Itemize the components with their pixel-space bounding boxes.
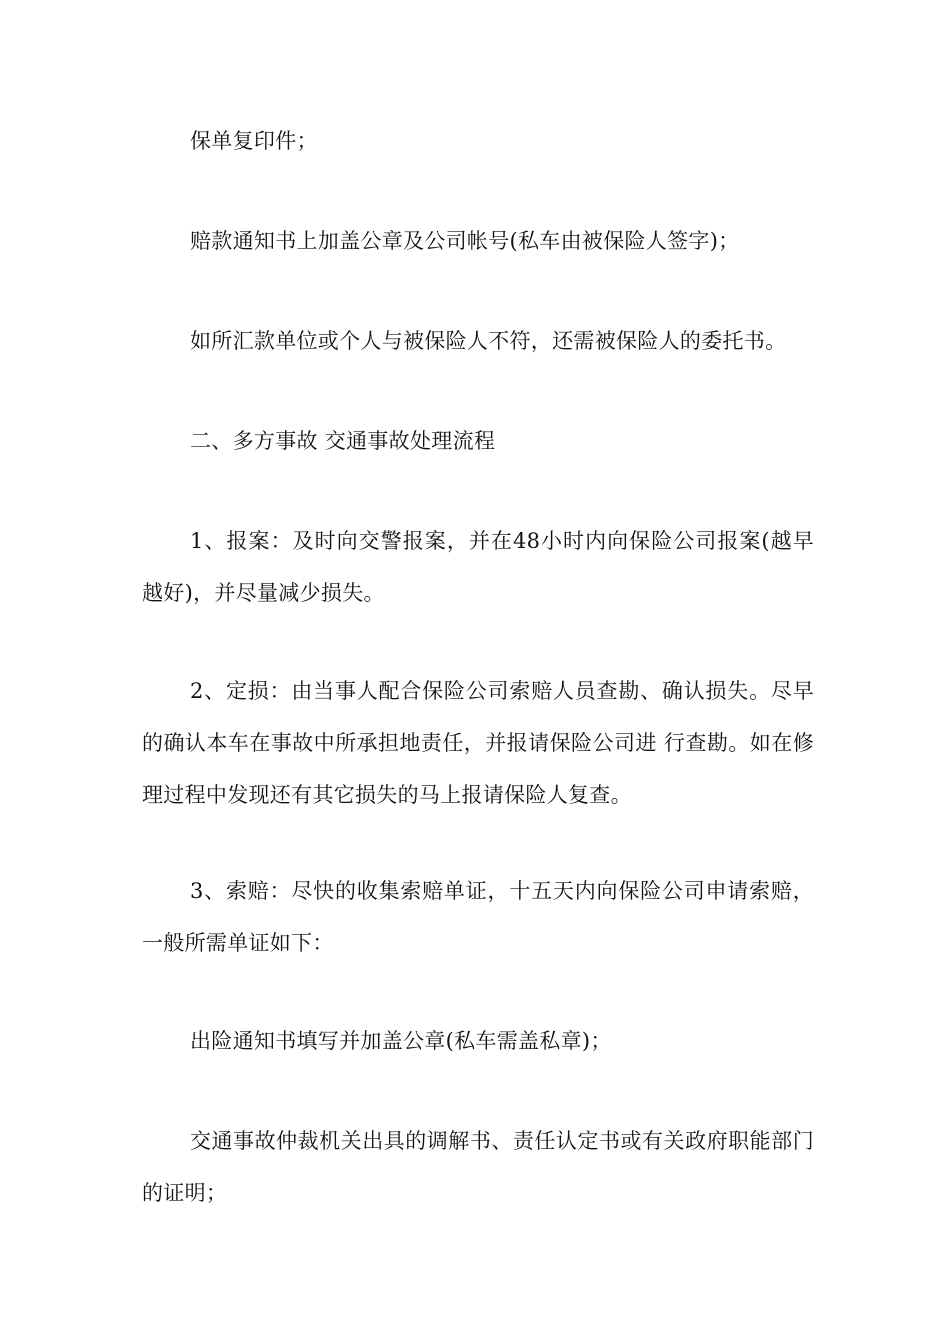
paragraph-policy-copy: 保单复印件； xyxy=(190,129,318,153)
paragraph-mediation-certificate: 交通事故仲裁机关出具的调解书、责任认定书或有关政府职能部门的证明； xyxy=(142,1129,814,1205)
paragraph-power-of-attorney: 如所汇款单位或个人与被保险人不符，还需被保险人的委托书。 xyxy=(190,329,787,353)
section-heading-multi-party-accident: 二、多方事故 交通事故处理流程 xyxy=(190,429,496,453)
paragraph-step-claim: 3、索赔：尽快的收集索赔单证，十五天内向保险公司申请索赔，一般所需单证如下： xyxy=(142,879,814,955)
paragraph-step-assessment: 2、定损：由当事人配合保险公司索赔人员查勘、确认损失。尽早的确认本车在事故中所承担地责任，并报请保险公司进 行查勘。如在修理过程中发现还有其它损失的马上报请保险人复查。 xyxy=(142,679,814,807)
paragraph-accident-notice: 出险通知书填写并加盖公章(私车需盖私章)； xyxy=(190,1029,612,1053)
paragraph-step-report: 1、报案：及时向交警报案，并在48小时内向保险公司报案(越早越好)，并尽量减少损失。 xyxy=(142,529,814,605)
paragraph-payment-notice: 赔款通知书上加盖公章及公司帐号(私车由被保险人签字)； xyxy=(190,229,740,253)
